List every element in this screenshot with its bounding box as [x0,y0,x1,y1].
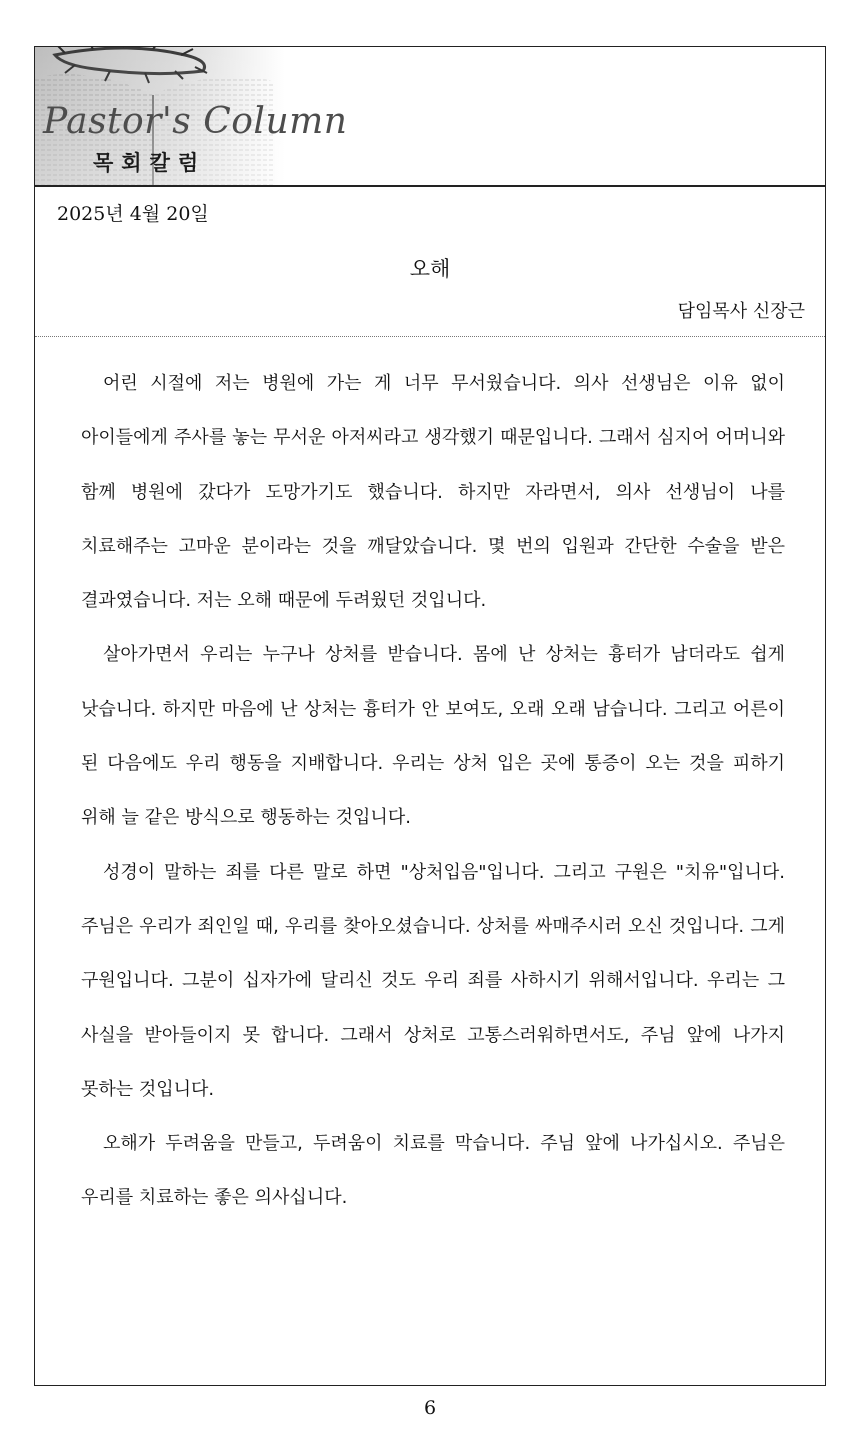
column-title-korean: 목회칼럼 [93,150,207,175]
article-author: 담임목사 신장근 [677,301,805,322]
article-body [81,357,785,1226]
article-paragraph: 성경이 말하는 죄를 다른 말로 하면 "상처입음"입니다. 그리고 구원은 "치유"입니다. 주님은 우리가 죄인일 때, 우리를 찾아오셨습니다. 상처를 싸매주시러 오신 것입니다. 그게 구원입니다. 그분이 십자가에 달리신 것도 우리 죄를 사하시기 위해서입니다. 우리는 그 사실을 받아들이지 못 합니다. 그래서 상처로 고통스러워하면서도, 주님 앞에 나가지 못하는 것입니다. [81,861,785,1100]
column-frame [34,46,826,1386]
article-paragraph: 살아가면서 우리는 누구나 상처를 받습니다. 몸에 난 상처는 흉터가 남더라도 쉽게 낫습니다. 하지만 마음에 난 상처는 흉터가 안 보여도, 오래 오래 남습니다. 그리고 어른이 된 다음에도 우리 행동을 지배합니다. 우리는 상처 입은 곳에 통증이 오는 것을 피하기 위해 늘 같은 방식으로 행동하는 것입니다. [81,644,785,829]
article-title: 오해 [409,257,451,281]
column-date: 2025년 4월 20일 [57,203,209,225]
article-paragraph: 어린 시절에 저는 병원에 가는 게 너무 무서웠습니다. 의사 선생님은 이유 없이 아이들에게 주사를 놓는 무서운 아저씨라고 생각했기 때문입니다. 그래서 심지어 어머니와 함께 병원에 갔다가 도망가기도 했습니다. 하지만 자라면서, 의사 선생님이 나를 치료해주는 고마운 분이라는 것을 깨달았습니다. 몇 번의 입원과 간단한 수술을 받은 결과였습니다. 저는 오해 때문에 두려웠던 것입니다. [81,373,785,612]
article-paragraph: 오해가 두려움을 만들고, 두려움이 치료를 막습니다. 주님 앞에 나가십시오. 주님은 우리를 치료하는 좋은 의사십니다. [81,1133,785,1209]
page-number: 6 [423,1397,437,1419]
dotted-divider [35,336,825,337]
column-header [35,47,825,187]
column-title-english: Pastor's Column [43,101,348,142]
